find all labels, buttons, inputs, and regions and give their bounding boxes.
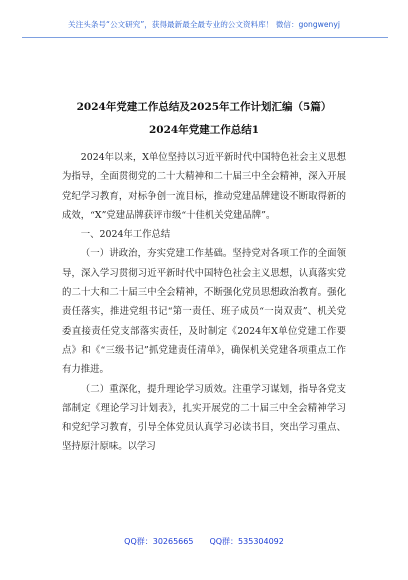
paragraph-heading-2024-summary: 一、2024年工作总结 (80, 229, 171, 241)
footer-qq-groups (0, 536, 408, 547)
document-title: 2024年党建工作总结及2025年工作计划汇编（5篇） (76, 101, 332, 113)
footer-qq-group-1: QQ群：30265665 (124, 537, 194, 546)
footer-qq-group-2: QQ群：535304092 (209, 537, 284, 546)
document-body (62, 148, 346, 457)
paragraph-theory-study: （二）重深化，提升理论学习质效。注重学习谋划，指导各党支部制定《理论学习计划表》，扎实开展党的二十届三中全会精神学习和党纪学习教育，引导全体党员认真学习必读书目，突出学习重点、坚持原汁原味。以学习 (62, 383, 346, 453)
header-divider (22, 37, 388, 38)
header-banner: 关注头条号“公文研究”，获得最新最全最专业的公文资料库！ 微信：gongwenyj (68, 20, 340, 29)
section-title: 2024年党建工作总结1 (148, 124, 260, 136)
paragraph-politics: （一）讲政治，夯实党建工作基础。坚持党对各项工作的全面领导，深入学习贯彻习近平新时代中国特色社会主义思想，认真落实党的二十大和二十届三中全会精神，不断强化党员思想政治教育。强化责任落实，推进党组书记“第一责任、班子成员“一岗双责”、机关党委直接责任党支部落实责任，及时制定《2024年X单位党建工作要点》和《“三级书记”抓党建责任清单》，确保机关党建各项重点工作有力推进。 (62, 248, 346, 376)
paragraph-intro: 2024年以来，X单位坚持以习近平新时代中国特色社会主义思想为指导，全面贯彻党的二十大精神和二十届三中全会精神，深入开展党纪学习教育，对标争创一流目标，推动党建品牌建设不断取得新的成效，“X”党建品牌获评市级“十佳机关党建品牌”。 (62, 152, 346, 221)
